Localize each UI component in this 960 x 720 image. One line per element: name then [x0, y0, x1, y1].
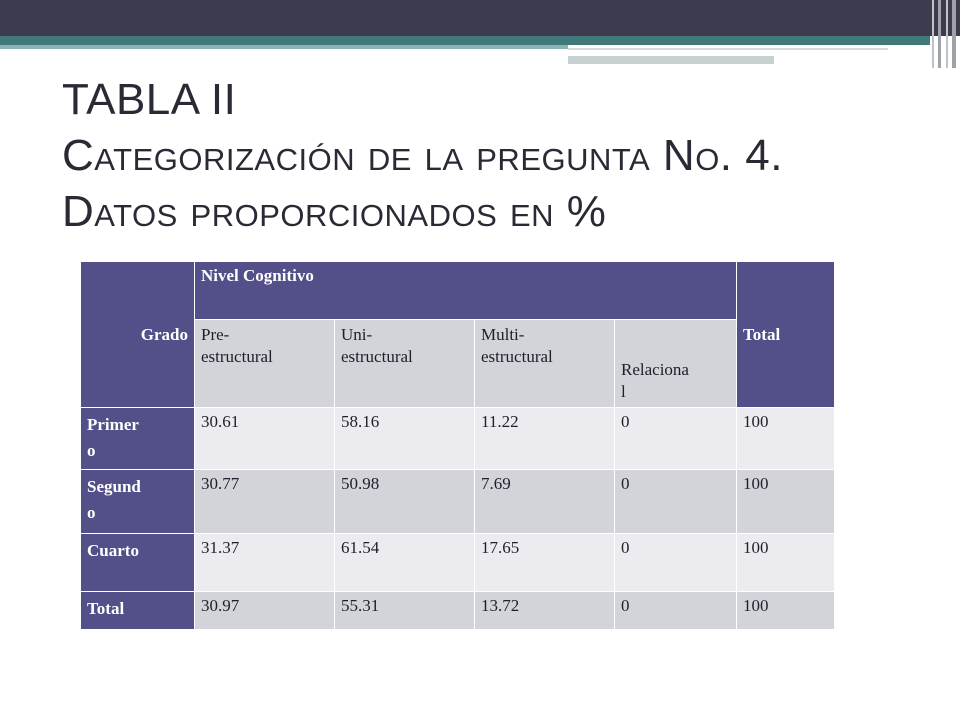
table-cell: 100 — [737, 592, 835, 630]
subheader-uni-estructural: Uni- estructural — [335, 320, 475, 408]
title-line-2: Categorización de la pregunta No. 4. — [62, 131, 783, 180]
table-cell: 30.61 — [195, 408, 335, 470]
title-line-1: TABLA II — [62, 75, 237, 124]
table-cell: 50.98 — [335, 470, 475, 534]
table-cell: 13.72 — [475, 592, 615, 630]
table-cell: 0 — [615, 470, 737, 534]
table-cell: 58.16 — [335, 408, 475, 470]
decorative-vertical-bars — [930, 0, 960, 68]
table-row — [81, 470, 835, 534]
row-label: Primer o — [81, 408, 195, 470]
table-cell: 7.69 — [475, 470, 615, 534]
table-cell: 11.22 — [475, 408, 615, 470]
subheader-relacional: Relaciona l — [615, 320, 737, 408]
header-grado: Grado — [81, 262, 195, 408]
subheader-multi-estructural: Multi- estructural — [475, 320, 615, 408]
table-cell: 0 — [615, 592, 737, 630]
row-label: Total — [81, 592, 195, 630]
header-nivel-cognitivo: Nivel Cognitivo — [195, 262, 737, 320]
light-teal-accent-bar — [0, 45, 568, 49]
table-cell: 100 — [737, 534, 835, 592]
table-row — [81, 592, 835, 630]
data-table — [80, 261, 835, 630]
table-cell: 55.31 — [335, 592, 475, 630]
subheader-pre-estructural: Pre- estructural — [195, 320, 335, 408]
top-decorative-bar — [0, 0, 960, 36]
title-line-3: Datos proporcionados en % — [62, 187, 607, 236]
table-row — [81, 408, 835, 470]
table-cell: 30.97 — [195, 592, 335, 630]
row-label: Segund o — [81, 470, 195, 534]
slide-title — [62, 72, 922, 240]
row-label: Cuarto — [81, 534, 195, 592]
header-total: Total — [737, 262, 835, 408]
table-cell: 100 — [737, 408, 835, 470]
table-cell: 17.65 — [475, 534, 615, 592]
table-row — [81, 534, 835, 592]
decorative-line — [568, 56, 774, 64]
table-cell: 100 — [737, 470, 835, 534]
table-cell: 61.54 — [335, 534, 475, 592]
teal-accent-bar — [0, 36, 930, 45]
table-cell: 0 — [615, 408, 737, 470]
decorative-line — [568, 48, 888, 50]
table-cell: 0 — [615, 534, 737, 592]
table-cell: 30.77 — [195, 470, 335, 534]
table-cell: 31.37 — [195, 534, 335, 592]
